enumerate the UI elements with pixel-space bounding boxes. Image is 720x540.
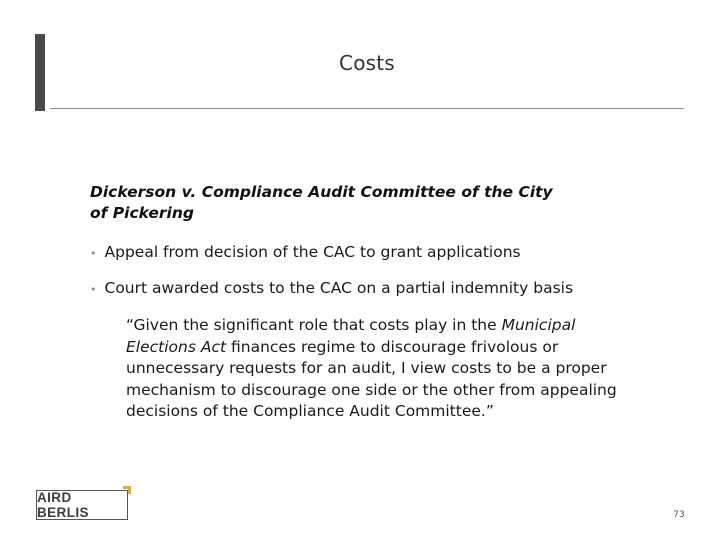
title-accent-bar (35, 34, 45, 111)
logo-corner-accent (123, 486, 131, 494)
logo-text: AIRD BERLIS (37, 490, 89, 520)
aird-berlis-logo (36, 490, 128, 520)
court-quote (126, 315, 646, 423)
bullet-item (90, 243, 521, 261)
quote-italic-act: Municipal Elections Act (126, 316, 576, 356)
bullet-text: Appeal from decision of the CAC to grant applications (104, 243, 521, 261)
bullet-dot-icon: • (90, 247, 97, 260)
bullet-item (90, 279, 573, 297)
bullet-text: Court awarded costs to the CAC on a partial indemnity basis (104, 279, 574, 297)
quote-text-start: “Given the significant role that costs play in the (126, 316, 502, 334)
bullet-dot-icon: • (90, 283, 97, 296)
case-title: Dickerson v. Compliance Audit Committee of the City of Pickering (90, 183, 553, 222)
page-number: 73 (673, 510, 685, 520)
slide-title: Costs (339, 51, 395, 75)
quote-text-end: finances regime to discourage frivolous or unnecessary requests for an audit, I view costs to be a proper mechanism to discourage one side or the other from appealing decisions of the Compliance Audit Committee.” (126, 337, 617, 420)
title-divider (50, 108, 684, 109)
